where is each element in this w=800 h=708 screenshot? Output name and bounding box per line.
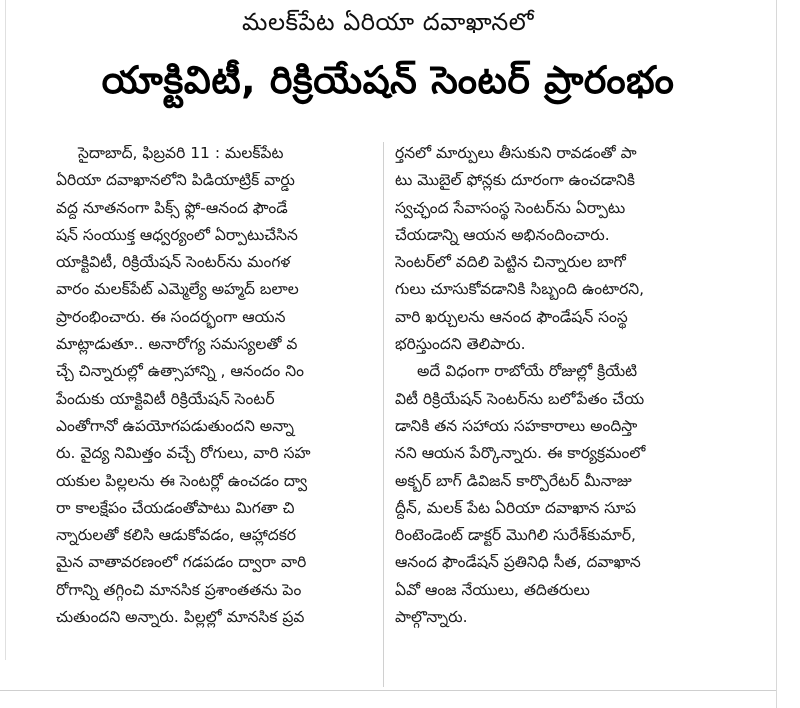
body-line: రు. వైద్య నిమిత్తం వచ్చే రోగులు, వారి సహ <box>56 444 311 463</box>
body-line: రింటెండెంట్ డాక్టర్ మొగిలి సురేశ్‌కుమార్, <box>395 526 636 545</box>
body-line: మాట్లాడుతూ.. అనారోగ్య సమస్యలతో వ <box>56 335 298 354</box>
article-column-right <box>395 140 725 631</box>
body-line: సైదాబాద్, ఫిబ్రవరి 11 : మలక్‌పేట <box>78 144 284 162</box>
body-line: రోగాన్ని తగ్గించి మానసిక ప్రశాంతతను పెం <box>56 580 302 599</box>
body-line: వారి ఖర్చులను ఆనంద ఫౌండేషన్ సంస్థ <box>395 307 628 326</box>
body-line: ర్తనలో మార్పులు తీసుకుని రావడంతో పా <box>395 144 637 162</box>
body-line: చేయడాన్ని ఆయన అభినందించారు. <box>395 225 610 244</box>
body-line: డానికి తన సహాయ సహకారాలు అందిస్తా <box>395 416 638 435</box>
body-line: సెంటర్‌లో వదిలి పెట్టిన చిన్నారుల బాగో <box>395 253 626 272</box>
body-line: షన్ సంయుక్త ఆధ్వర్యంలో ఏర్పాటుచేసిన <box>56 225 298 244</box>
body-line: ప్రారంభించారు. ఈ సందర్భంగా ఆయన <box>56 307 286 326</box>
body-line: టు మొబైల్ ఫోన్లకు దూరంగా ఉంచడానికి <box>395 171 635 190</box>
article-kicker: మలక్‌పేట ఏరియా దవాఖానలో <box>242 8 534 36</box>
body-line: వారం మలక్‌పేట్ ఎమ్మెల్యే అహ్మద్ బలాల <box>56 280 299 299</box>
body-line: రా కాలక్షేపం చేయడంతోపాటు మిగతా చి <box>56 498 295 517</box>
body-line: చుతుందని అన్నారు. పిల్లల్లో మానసిక ప్రవ <box>56 608 305 627</box>
body-line: ద్దీన్, మలక్ పేట ఏరియా దవాఖాన సూప <box>395 498 637 517</box>
body-line: చ్చే చిన్నారుల్లో ఉత్సాహాన్ని , ఆనందం నిం <box>56 362 304 381</box>
article-column-left <box>56 140 386 631</box>
body-line: ఏరియా దవాఖానలోని పిడియాట్రిక్ వార్డు <box>56 171 295 190</box>
body-line: న్నారులతో కలిసి ఆడుకోవడం, ఆహ్లాదకర <box>56 526 296 545</box>
body-line: ఆనంద ఫౌండేషన్ ప్రతినిధి సీత, దవాఖాన <box>395 553 641 572</box>
body-line: యకుల పిల్లలను ఈ సెంటర్లో ఉంచడం ద్వా <box>56 471 308 490</box>
body-line: ఏవో ఆంజ నేయులు, తదితరులు <box>395 580 590 599</box>
column-divider <box>383 142 384 687</box>
body-line: పాల్గొన్నారు. <box>395 608 468 627</box>
article-headline: యాక్టివిటీ, రిక్రియేషన్ సెంటర్ ప్రారంభం <box>101 58 675 102</box>
clipping-bottom-edge <box>0 690 776 691</box>
body-line: గులు చూసుకోవడానికి సిబ్బంది ఉంటారని, <box>395 280 645 299</box>
body-line: భరిస్తుందని తెలిపారు. <box>395 335 526 354</box>
body-line: అక్బర్ బాగ్ డివిజన్ కార్పొరేటర్ మీనాజు <box>395 471 632 490</box>
body-line: విటీ రిక్రియేషన్ సెంటర్‌ను బలోపేతం చేయ <box>395 389 645 408</box>
body-line: నని ఆయన పేర్కొన్నారు. ఈ కార్యక్రమంలో <box>395 444 646 463</box>
body-line: అదే విధంగా రాబోయే రోజుల్లో క్రియేటి <box>417 362 638 381</box>
body-line: ఎంతోగానో ఉపయోగపడుతుందని అన్నా <box>56 416 294 435</box>
body-line: స్వచ్ఛంద సేవాసంస్థ సెంటర్‌ను ఏర్పాటు <box>395 198 626 217</box>
body-line: యాక్టివిటీ, రిక్రియేషన్ సెంటర్‌ను మంగళ <box>56 253 291 272</box>
body-line: వద్ద నూతనంగా పిక్స్ ఫ్లో-ఆనంద ఫౌండే <box>56 198 288 217</box>
body-line: పేందుకు యాక్టివిటీ రిక్రియేషన్ సెంటర్ <box>56 389 275 408</box>
body-line: మైన వాతావరణంలో గడపడం ద్వారా వారి <box>56 553 307 572</box>
